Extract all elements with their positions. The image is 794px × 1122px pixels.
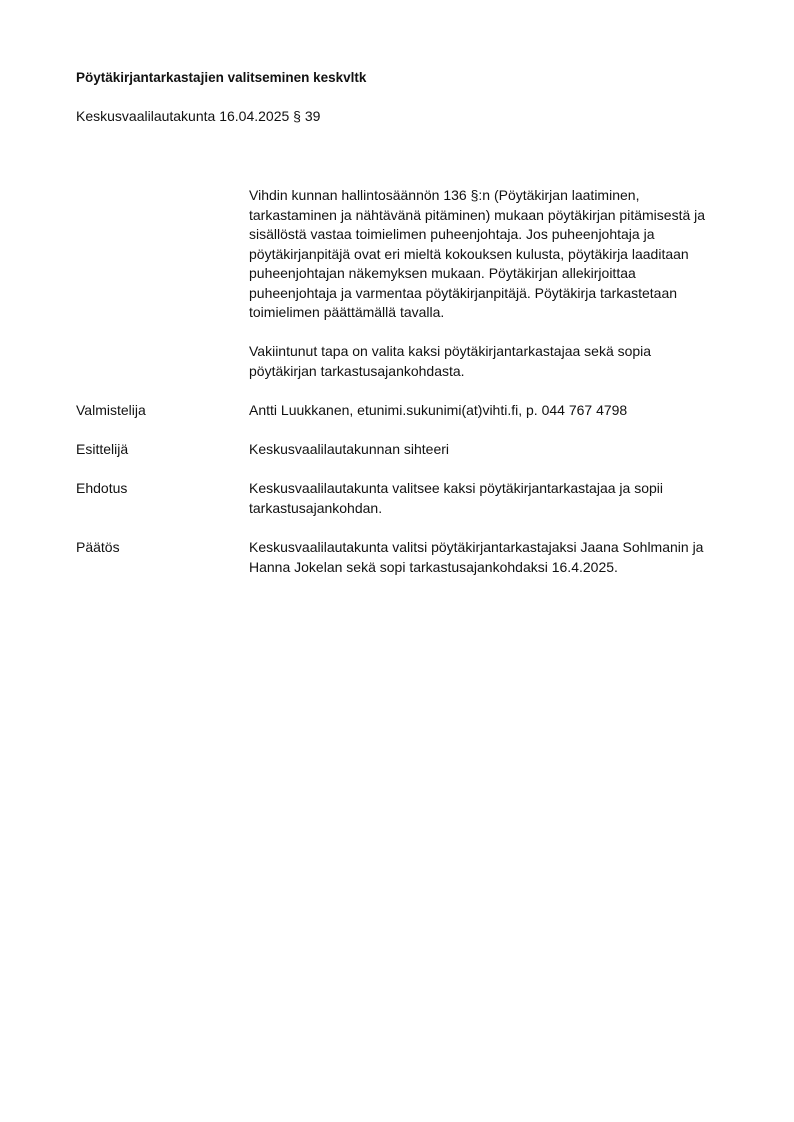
intro-paragraph-1-line: sisällöstä vastaa toimielimen puheenjohtaja. Jos puheenjohtaja ja xyxy=(249,226,655,242)
intro-paragraph-1-line: Vihdin kunnan hallintosäännön 136 §:n (Pöytäkirjan laatiminen, xyxy=(249,187,640,203)
intro-paragraph-2-line: Vakiintunut tapa on valita kaksi pöytäkirjantarkastajaa sekä sopia xyxy=(249,343,652,359)
field-value-esittelija xyxy=(249,440,749,460)
field-value-line: Keskusvaalilautakunta valitsi pöytäkirjantarkastajaksi Jaana Sohlmanin ja xyxy=(249,539,704,555)
field-label-ehdotus: Ehdotus xyxy=(76,480,128,496)
intro-paragraph-1-line: pöytäkirjanpitäjä ovat eri mieltä kokouksen kulusta, pöytäkirja laaditaan xyxy=(249,245,689,262)
field-label-esittelija: Esittelijä xyxy=(76,441,129,457)
meeting-reference: Keskusvaalilautakunta 16.04.2025 § 39 xyxy=(76,108,321,124)
field-value-line: tarkastusajankohdan. xyxy=(249,499,383,516)
document-title: Pöytäkirjantarkastajien valitseminen keskvltk xyxy=(76,70,367,85)
intro-paragraph-2-line: pöytäkirjan tarkastusajankohdasta. xyxy=(249,362,465,379)
field-value-paatos xyxy=(249,538,749,577)
intro-paragraph-1-line: puheenjohtajan näkemyksen mukaan. Pöytäkirjan allekirjoittaa xyxy=(249,265,636,281)
intro-paragraph-2 xyxy=(249,342,749,381)
intro-paragraph-1 xyxy=(249,186,749,323)
field-value-ehdotus xyxy=(249,479,749,518)
field-value-line: Keskusvaalilautakunnan sihteeri xyxy=(249,441,450,457)
intro-paragraph-1-line: toimielimen päättämällä tavalla. xyxy=(249,304,445,320)
field-label-valmistelija: Valmistelija xyxy=(76,402,146,418)
intro-paragraph-1-line: puheenjohtaja ja varmentaa pöytäkirjanpitäjä. Pöytäkirja tarkastetaan xyxy=(249,284,678,301)
field-label-paatos: Päätös xyxy=(76,539,120,555)
field-value-line: Keskusvaalilautakunta valitsee kaksi pöytäkirjantarkastajaa ja sopii xyxy=(249,480,663,496)
field-value-line: Hanna Jokelan sekä sopi tarkastusajankohdaksi 16.4.2025. xyxy=(249,558,618,575)
field-value-line: Antti Luukkanen, etunimi.sukunimi(at)vihti.fi, p. 044 767 4798 xyxy=(249,402,628,418)
intro-paragraph-1-line: tarkastaminen ja nähtävänä pitäminen) mukaan pöytäkirjan pitämisestä ja xyxy=(249,206,706,223)
field-value-valmistelija xyxy=(249,401,749,421)
